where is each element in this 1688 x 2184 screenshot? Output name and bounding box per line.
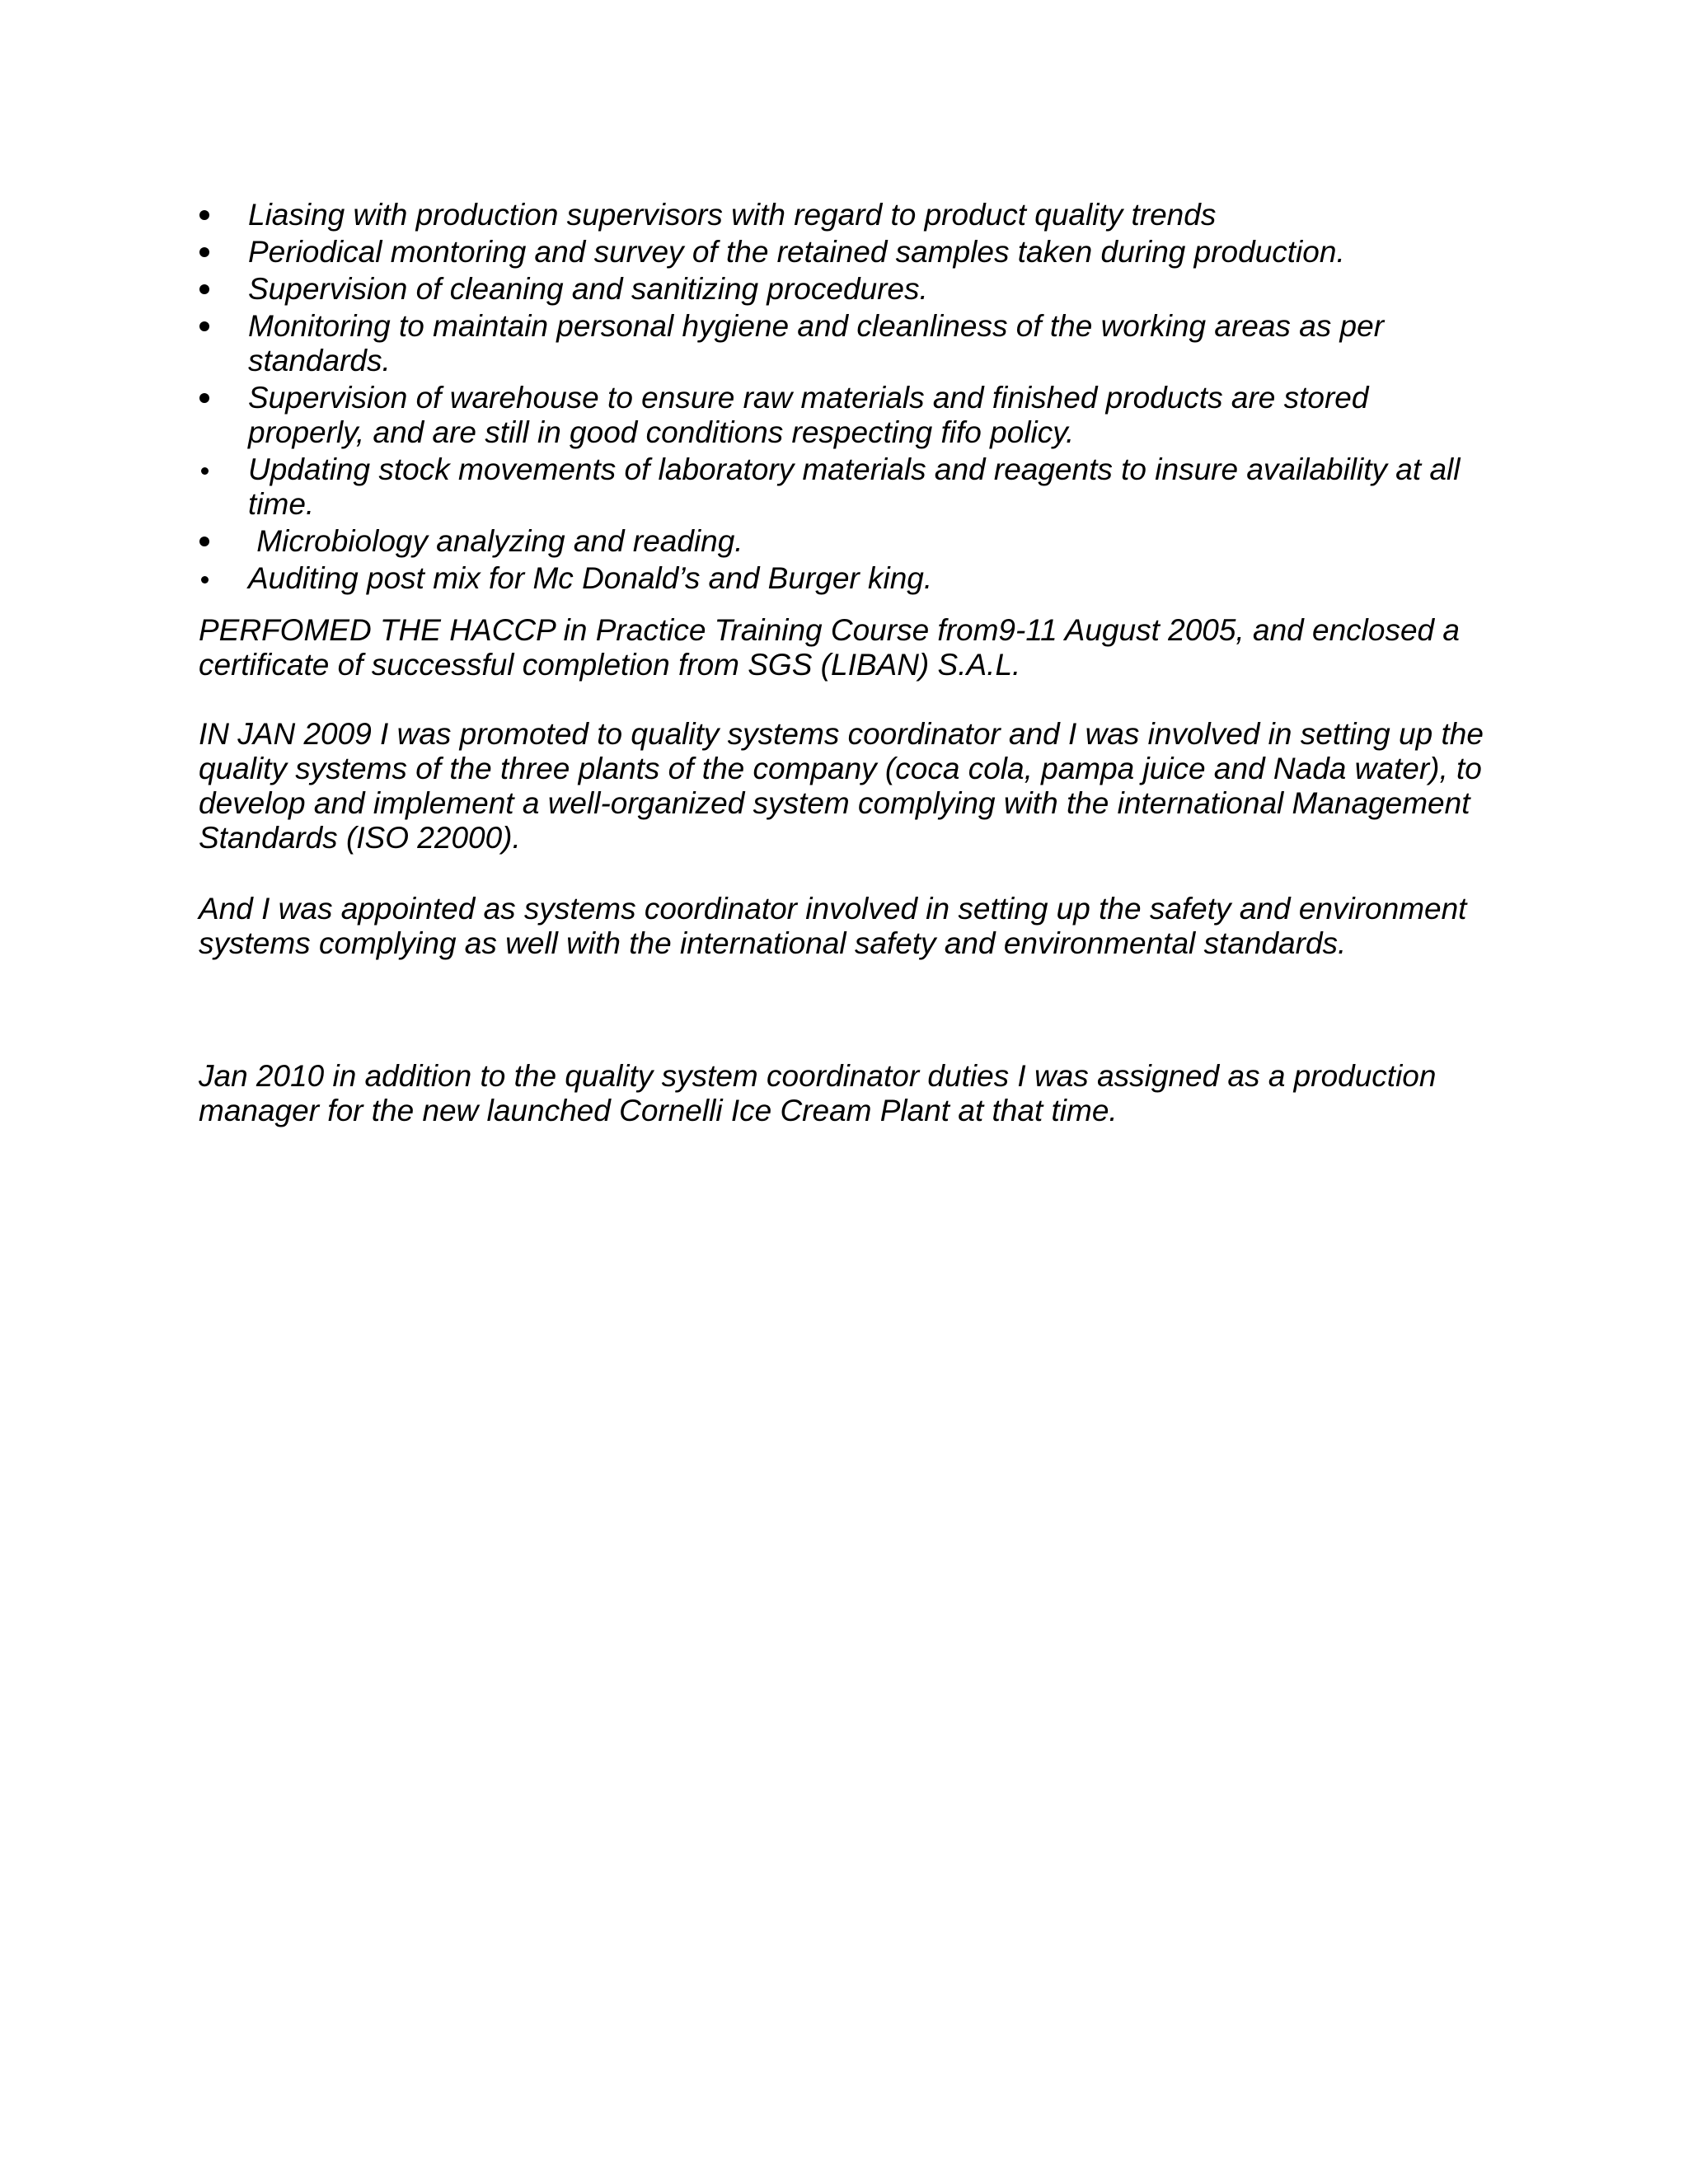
list-item: [0, 452, 1484, 522]
bullet-icon: [199, 284, 209, 294]
responsibilities-list: [0, 198, 1688, 598]
list-item: [0, 235, 1484, 269]
bullet-icon: [199, 537, 209, 546]
list-item-text: Supervision of warehouse to ensure raw materials and finished products are stored properly, and are still in good conditions respecting fifo policy.: [248, 381, 1369, 449]
list-item: [0, 561, 1484, 596]
promotion-paragraph: IN JAN 2009 I was promoted to quality systems coordinator and I was involved in setting up the quality systems of the three plants of the company (coca cola, pampa juice and Nada water), to develop and implement a well-organized system complying with the international Management Standards (ISO 22000).: [199, 717, 1484, 855]
list-item-text: Auditing post mix for Mc Donald’s and Burger king.: [248, 561, 933, 595]
list-item-text: Monitoring to maintain personal hygiene and cleanliness of the working areas as per standards.: [248, 309, 1385, 377]
bullet-icon: [201, 576, 209, 583]
bullet-icon: [199, 321, 209, 331]
bullet-icon: [199, 210, 209, 220]
haccp-training-paragraph: PERFOMED THE HACCP in Practice Training Course from9-11 August 2005, and enclosed a certificate of successful completion from SGS (LIBAN) S.A.L.: [199, 613, 1460, 682]
list-item-text: Supervision of cleaning and sanitizing procedures.: [248, 272, 928, 306]
list-item-text: Microbiology analyzing and reading.: [248, 524, 743, 558]
list-item: [0, 198, 1484, 232]
list-item-text: Liasing with production supervisors with regard to product quality trends: [248, 198, 1217, 232]
list-item-text: Periodical montoring and survey of the retained samples taken during production.: [248, 235, 1345, 269]
appointment-paragraph: And I was appointed as systems coordinator involved in setting up the safety and environment systems complying as well with the international safety and environmental standards.: [199, 892, 1467, 960]
bullet-icon: [199, 393, 209, 403]
list-item: [0, 272, 1484, 307]
bullet-icon: [199, 247, 209, 257]
list-item: [0, 524, 1484, 559]
production-manager-paragraph: Jan 2010 in addition to the quality system coordinator duties I was assigned as a production manager for the new launched Cornelli Ice Cream Plant at that time.: [199, 1059, 1437, 1127]
list-item: [0, 309, 1484, 378]
list-item-text: Updating stock movements of laboratory materials and reagents to insure availability at all time.: [248, 452, 1461, 521]
bullet-icon: [201, 467, 209, 475]
list-item: [0, 381, 1484, 450]
